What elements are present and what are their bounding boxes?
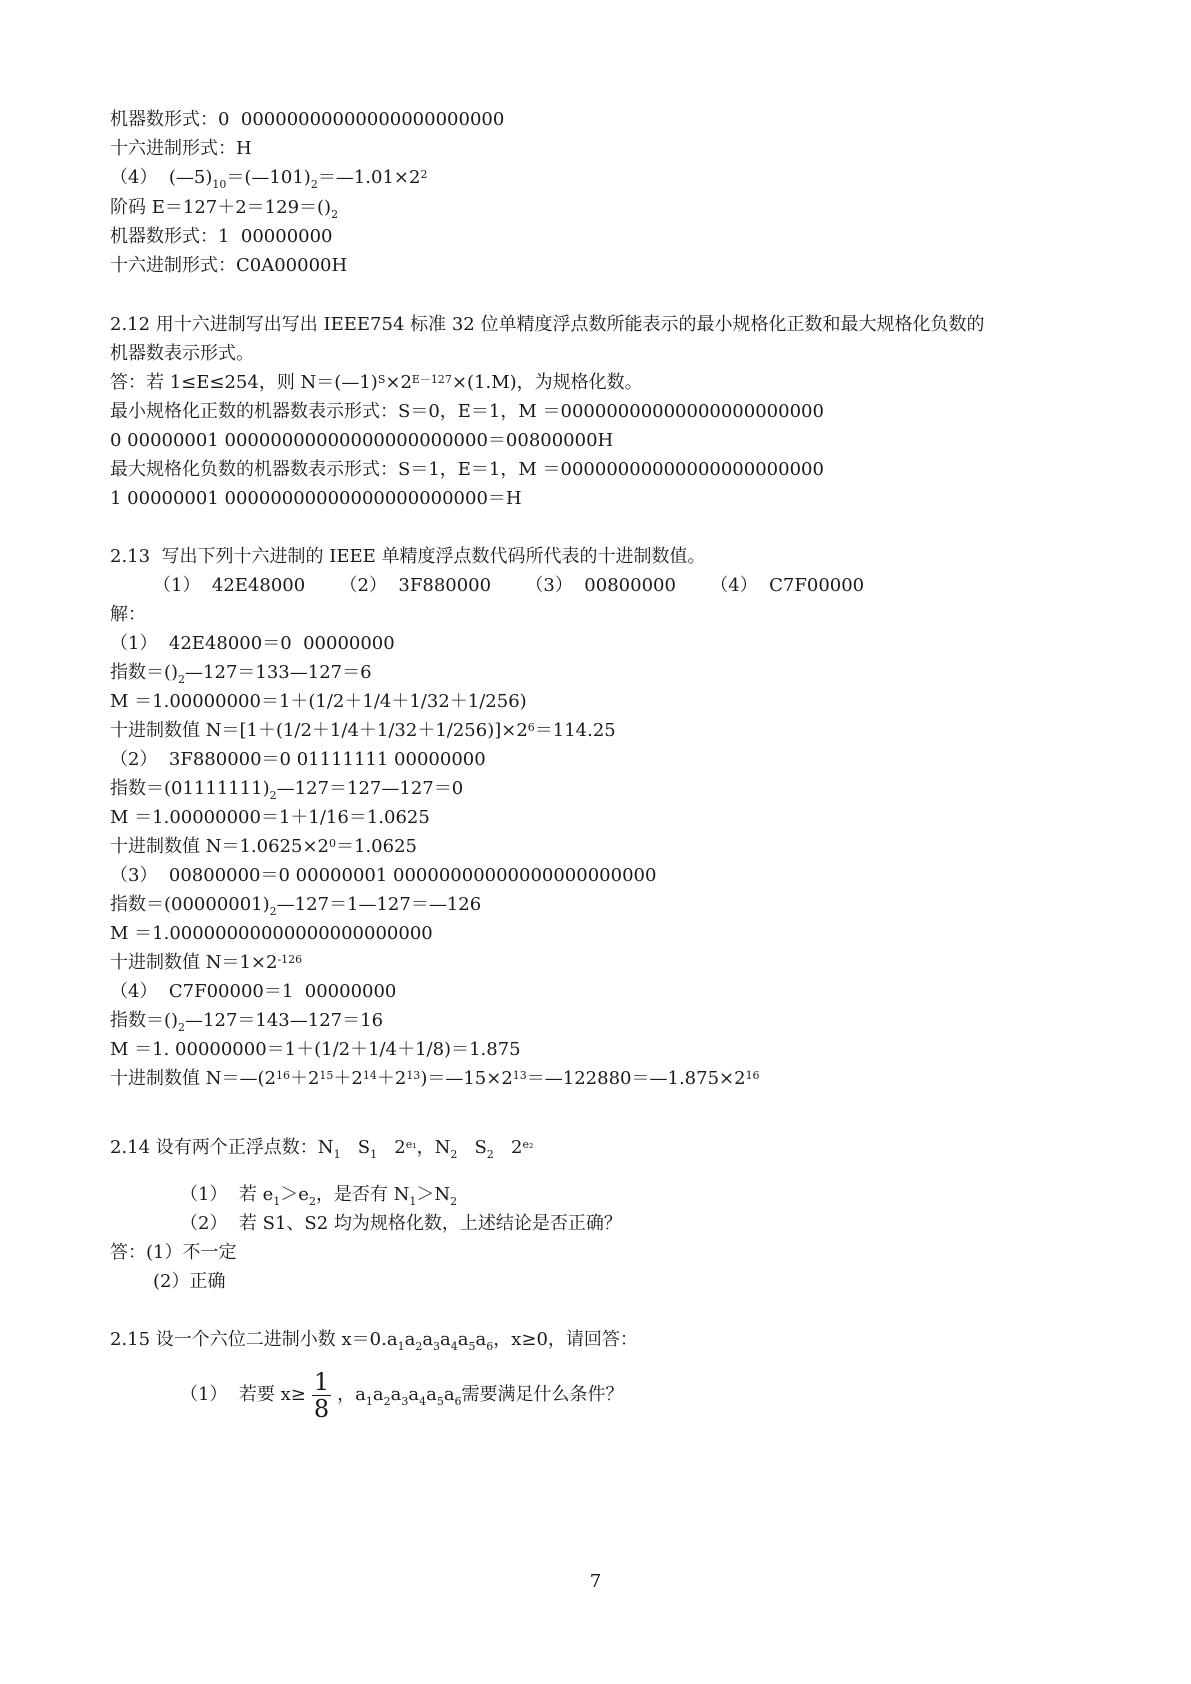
text-line [110, 371, 643, 395]
subscript: 2 [331, 208, 339, 221]
text: S [457, 1137, 487, 1158]
text: 阶码 E＝127＋2＝129＝() [110, 197, 332, 218]
text: —127＝1—127＝—126 [276, 894, 482, 915]
text: —127＝133—127＝6 [185, 662, 372, 683]
text-line: 十六进制形式：C0A00000H [110, 255, 348, 276]
text-line: （3） 00800000＝0 00000001 00000000000000000000000 [110, 865, 657, 886]
text: ＝—122880＝—1.875×2 [526, 1068, 746, 1089]
text-line: M ＝1.00000000000000000000000 [110, 923, 433, 944]
text: a [408, 1384, 420, 1405]
text-line [110, 777, 463, 801]
subscript: 5 [468, 1340, 476, 1353]
question-heading: 2.12 用十六进制写出写出 IEEE754 标准 32 位单精度浮点数所能表示的最小规格化正数和最大规格化负数的 [110, 314, 985, 335]
superscript: e₂ [522, 1138, 534, 1151]
text-line: （1） 42E48000＝0 00000000 [110, 633, 395, 654]
subscript: 2 [383, 1395, 391, 1408]
text: 指数＝() [110, 1010, 179, 1031]
text-line [110, 166, 427, 190]
text: —127＝143—127＝16 [185, 1010, 384, 1031]
subscript: 2 [486, 1148, 494, 1161]
subscript: 2 [308, 1195, 316, 1208]
text: ，是否有 N [315, 1184, 410, 1205]
subscript: 3 [401, 1395, 409, 1408]
text: a [443, 1384, 455, 1405]
superscript: 16 [275, 1069, 290, 1082]
text: 指数＝(00000001) [110, 894, 270, 915]
subscript: 2 [415, 1340, 423, 1353]
subscript: 1 [333, 1148, 341, 1161]
text-line: 最小规格化正数的机器数表示形式：S＝0，E＝1，M ＝00000000000000000000000 [110, 401, 824, 422]
text: （1） 若要 x≥ [180, 1384, 306, 1405]
subscript: 2 [269, 789, 277, 802]
superscript: S [377, 373, 386, 386]
text: ，a [337, 1384, 366, 1405]
subscript: 1 [397, 1340, 405, 1353]
text: ×(1.M)，为规格化数。 [451, 372, 643, 393]
text: ＋2 [289, 1068, 320, 1089]
text: 2.15 设一个六位二进制小数 x＝0.a [110, 1329, 398, 1350]
text-line: 0 00000001 00000000000000000000000＝00800000H [110, 430, 614, 451]
text: ，N [416, 1137, 451, 1158]
text-line [110, 835, 417, 859]
text-line [110, 1009, 383, 1033]
text-line [180, 1365, 624, 1425]
text: 十进制数值 N＝—(2 [110, 1068, 276, 1089]
subscript: 2 [178, 1021, 186, 1034]
text: a [457, 1329, 469, 1350]
superscript: 15 [319, 1069, 334, 1082]
text: ＞e [280, 1184, 309, 1205]
text-line: （2） 3F880000＝0 01111111 00000000 [110, 749, 486, 770]
page-number: 7 [589, 1571, 602, 1592]
text: 指数＝(01111111) [110, 778, 270, 799]
fraction-denominator: 8 [313, 1394, 330, 1423]
text-line [110, 1067, 760, 1091]
question-heading: 2.13 写出下列十六进制的 IEEE 单精度浮点数代码所代表的十进制数值。 [110, 546, 706, 567]
text: a [422, 1329, 434, 1350]
text: ，x≥0，请回答： [493, 1329, 638, 1350]
text-line: （4） C7F00000＝1 00000000 [110, 981, 397, 1002]
text: （4） (—5) [110, 167, 213, 188]
superscript: E－127 [411, 373, 452, 386]
text: 十进制数值 N＝1.0625×2 [110, 836, 329, 857]
text-line: （1） 42E48000 （2） 3F880000 （3） 00800000 （4） C7F00000 [153, 575, 865, 596]
text: a [404, 1329, 416, 1350]
subscript: 1 [409, 1195, 417, 1208]
subscript: 4 [450, 1340, 458, 1353]
subscript: 2 [450, 1148, 458, 1161]
subscript: 6 [486, 1340, 494, 1353]
text: ＝1.0625 [336, 836, 417, 857]
text-line [110, 893, 481, 917]
subscript: 2 [310, 178, 318, 191]
text-line [110, 661, 372, 685]
fraction-numerator: 1 [313, 1367, 330, 1396]
superscript: 13 [406, 1069, 421, 1082]
text-line: M ＝1. 00000000＝1＋(1/2＋1/4＋1/8)＝1.875 [110, 1039, 521, 1060]
text: a [372, 1384, 384, 1405]
text: ＋2 [333, 1068, 363, 1089]
subscript: 2 [269, 905, 277, 918]
text-line: 解： [110, 604, 146, 625]
question-heading [110, 1328, 638, 1352]
text: a [440, 1329, 451, 1350]
subscript: 6 [454, 1395, 462, 1408]
subscript: 1 [273, 1195, 281, 1208]
subscript: 3 [433, 1340, 441, 1353]
text-line: 十六进制形式：H [110, 138, 252, 159]
text: ＋2 [376, 1068, 407, 1089]
subscript: 2 [450, 1195, 458, 1208]
subscript: 1 [365, 1395, 373, 1408]
text: )＝—15×2 [420, 1068, 513, 1089]
text-line [110, 951, 302, 975]
text: 2.14 设有两个正浮点数：N [110, 1137, 334, 1158]
text: ＝—1.01×2 [317, 167, 421, 188]
text: —127＝127—127＝0 [276, 778, 464, 799]
text-line: M ＝1.00000000＝1＋(1/2＋1/4＋1/32＋1/256) [110, 691, 527, 712]
text: 十进制数值 N＝1×2 [110, 952, 278, 973]
text-line [110, 719, 616, 743]
text: ＝(—101) [226, 167, 311, 188]
text: 需要满足什么条件？ [461, 1384, 624, 1405]
text-line [180, 1183, 457, 1207]
subscript: 10 [212, 178, 227, 191]
superscript: -126 [277, 953, 303, 966]
text-line: (2）正确 [153, 1271, 226, 1292]
text: 2 [493, 1137, 523, 1158]
text: 答：若 1≤E≤254，则 N＝(—1) [110, 372, 378, 393]
text-line: 机器数形式：0 00000000000000000000000 [110, 109, 505, 130]
text: 指数＝() [110, 662, 179, 683]
text-line: （2） 若 S1、S2 均为规格化数，上述结论是否正确？ [180, 1213, 622, 1234]
superscript: 2 [420, 168, 428, 181]
superscript: 6 [527, 721, 535, 734]
fraction [312, 1369, 331, 1422]
question-heading [110, 1136, 533, 1160]
text: ＝114.25 [534, 720, 616, 741]
text: 十进制数值 N＝[1＋(1/2＋1/4＋1/32＋1/256)]×2 [110, 720, 528, 741]
text: ×2 [385, 372, 412, 393]
subscript: 1 [370, 1148, 378, 1161]
text: a [475, 1329, 487, 1350]
subscript: 5 [436, 1395, 444, 1408]
text: a [390, 1384, 402, 1405]
superscript: 14 [362, 1069, 377, 1082]
text-line [110, 196, 338, 220]
text: a [426, 1384, 437, 1405]
superscript: e₁ [405, 1138, 417, 1151]
superscript: 13 [512, 1069, 527, 1082]
superscript: 16 [745, 1069, 760, 1082]
text: 2 [377, 1137, 406, 1158]
text: ＞N [416, 1184, 451, 1205]
text: （1） 若 e [180, 1184, 274, 1205]
text-line: 答：(1）不一定 [110, 1242, 237, 1263]
text-line: 机器数形式：1 00000000 [110, 226, 333, 247]
subscript: 2 [178, 673, 186, 686]
text: S [340, 1137, 371, 1158]
subscript: 4 [419, 1395, 427, 1408]
text-line: 机器数表示形式。 [110, 343, 254, 364]
text-line: 1 00000001 00000000000000000000000＝H [110, 488, 522, 509]
superscript: 0 [329, 837, 336, 850]
text-line: 最大规格化负数的机器数表示形式：S＝1，E＝1，M ＝00000000000000000000000 [110, 459, 824, 480]
text-line: M ＝1.00000000＝1＋1/16＝1.0625 [110, 807, 430, 828]
